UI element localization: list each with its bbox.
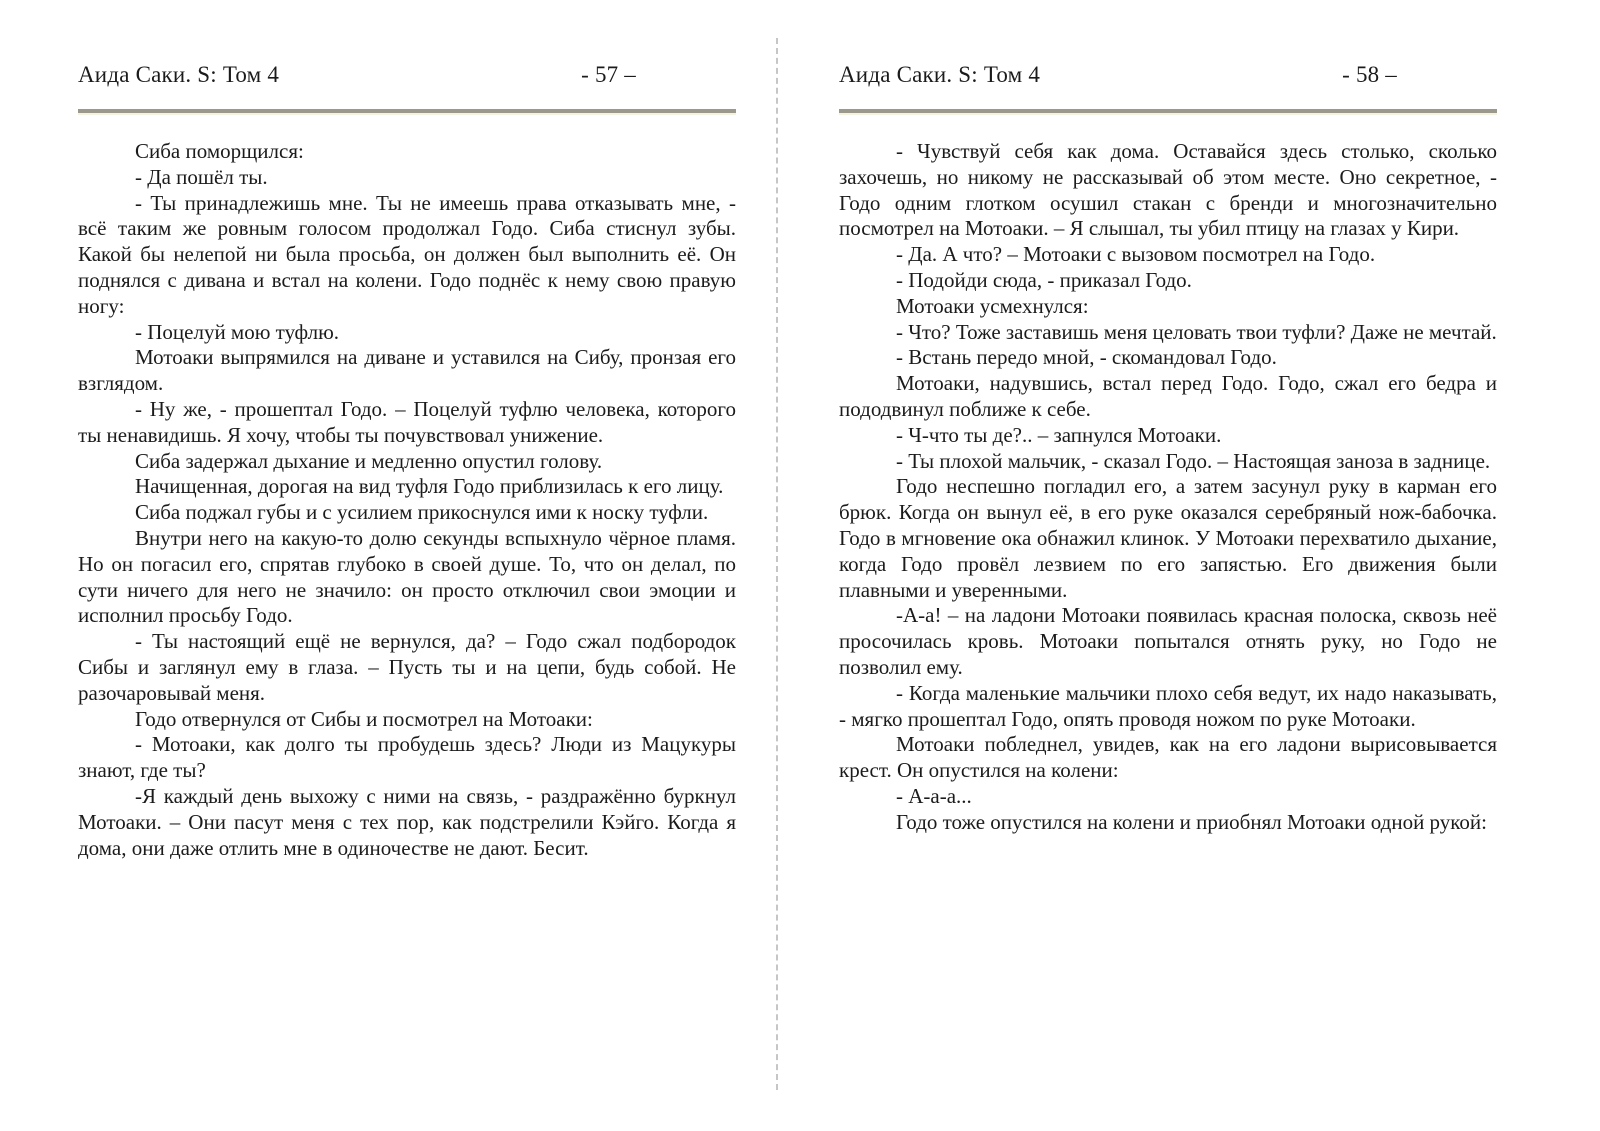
paragraph: - Ты настоящий ещё не вернулся, да? – Годо сжал подбородок Сибы и заглянул ему в глаза. – Пусть ты и на цепи, будь собой. Не разочаровывай меня. [78,629,736,705]
paragraph: - Чувствуй себя как дома. Оставайся здесь столько, сколько захочешь, но никому не рассказывай об этом месте. Оно секретное, - Годо одним глотком осушил стакан с бренди и многозначительно посмотрел на Мотоаки. – Я слышал, ты убил птицу на глазах у Кири. [839,139,1497,241]
paragraph: - Встань передо мной, - скомандовал Годо. [896,345,1277,370]
header-rule [839,109,1497,115]
page-number: - 58 – [1342,62,1397,87]
page-body-left [78,139,736,861]
page-divider [776,38,778,1090]
paragraph: Годо тоже опустился на колени и приобнял Мотоаки одной рукой: [896,809,1487,834]
paragraph: - Поцелуй мою туфлю. [135,319,340,344]
book-title: Аида Саки. S: Том 4 [839,62,1041,87]
paragraph: - Что? Тоже заставишь меня целовать твои туфли? Даже не мечтай. [896,319,1497,344]
paragraph: -А-а! – на ладони Мотоаки появилась красная полоска, сквозь неё просочилась кровь. Мотоаки попытался отнять руку, но Годо не позволил ему. [839,603,1497,679]
paragraph: - Ч-что ты де?.. – запнулся Мотоаки. [896,422,1222,447]
paragraph: - Когда маленькие мальчики плохо себя ведут, их надо наказывать, - мягко прошептал Годо, опять проводя ножом по руке Мотоаки. [839,680,1497,731]
paragraph: - Да. А что? – Мотоаки с вызовом посмотрел на Годо. [896,242,1376,267]
paragraph: - А-а-а... [896,783,972,808]
paragraph: Годо неспешно погладил его, а затем засунул руку в карман его брюк. Когда он вынул её, в его руке оказался серебряный нож-бабочка. Годо в мгновение ока обнажил клинок. У Мотоаки перехватило дыхание, когда Годо провёл лезвием по его запястью. Его движения были плавными и уверенными. [839,474,1497,602]
paragraph: - Ну же, - прошептал Годо. – Поцелуй туфлю человека, которого ты ненавидишь. Я хочу, чтобы ты почувствовал унижение. [78,396,736,447]
paragraph: Сиба поджал губы и с усилием прикоснулся ими к носку туфли. [135,500,709,525]
paragraph: - Мотоаки, как долго ты пробудешь здесь? Люди из Мацукуры знают, где ты? [78,732,736,783]
paragraph: Мотоаки, надувшись, встал перед Годо. Годо, сжал его бедра и пододвинул поближе к себе. [839,371,1497,421]
paragraph: Мотоаки побледнел, увидев, как на его ладони вырисовывается крест. Он опустился на колени: [839,732,1497,783]
page-header-left [78,62,736,88]
book-title: Аида Саки. S: Том 4 [78,62,280,87]
paragraph: - Ты принадлежишь мне. Ты не имеешь права отказывать мне, - всё таким же ровным голосом продолжал Годо. Сиба стиснул зубы. Какой бы нелепой ни была просьба, он должен был выполнить её. Он поднялся с дивана и встал на колени. Годо поднёс к нему свою правую ногу: [78,190,736,318]
paragraph: - Да пошёл ты. [135,164,268,189]
page-left [78,0,736,861]
paragraph: - Подойди сюда, - приказал Годо. [896,267,1192,292]
paragraph: Мотоаки усмехнулся: [896,293,1089,318]
paragraph: Сиба задержал дыхание и медленно опустил голову. [135,448,603,473]
paragraph: Начищенная, дорогая на вид туфля Годо приблизилась к его лицу. [135,474,724,499]
page-right [839,0,1497,836]
header-rule [78,109,736,115]
page-body-right [839,139,1497,836]
paragraph: Сиба поморщился: [135,139,304,163]
paragraph: -Я каждый день выхожу с ними на связь, - раздражённо буркнул Мотоаки. – Они пасут меня с тех пор, как подстрелили Кэйго. Когда я дома, они даже отлить мне в одиночестве не дают. Бесит. [78,783,736,860]
paragraph: Внутри него на какую-то долю секунды вспыхнуло чёрное пламя. Но он погасил его, спрятав глубоко в своей душе. То, что он делал, по сути ничего для него не значило: он просто отключил свои эмоции и исполнил просьбу Годо. [78,525,736,628]
page-header-right [839,62,1497,88]
paragraph: - Ты плохой мальчик, - сказал Годо. – Настоящая заноза в заднице. [896,448,1491,473]
paragraph: Годо отвернулся от Сибы и посмотрел на Мотоаки: [135,706,593,731]
page-number: - 57 – [581,62,636,87]
paragraph: Мотоаки выпрямился на диване и уставился на Сибу, пронзая его взглядом. [78,345,736,396]
